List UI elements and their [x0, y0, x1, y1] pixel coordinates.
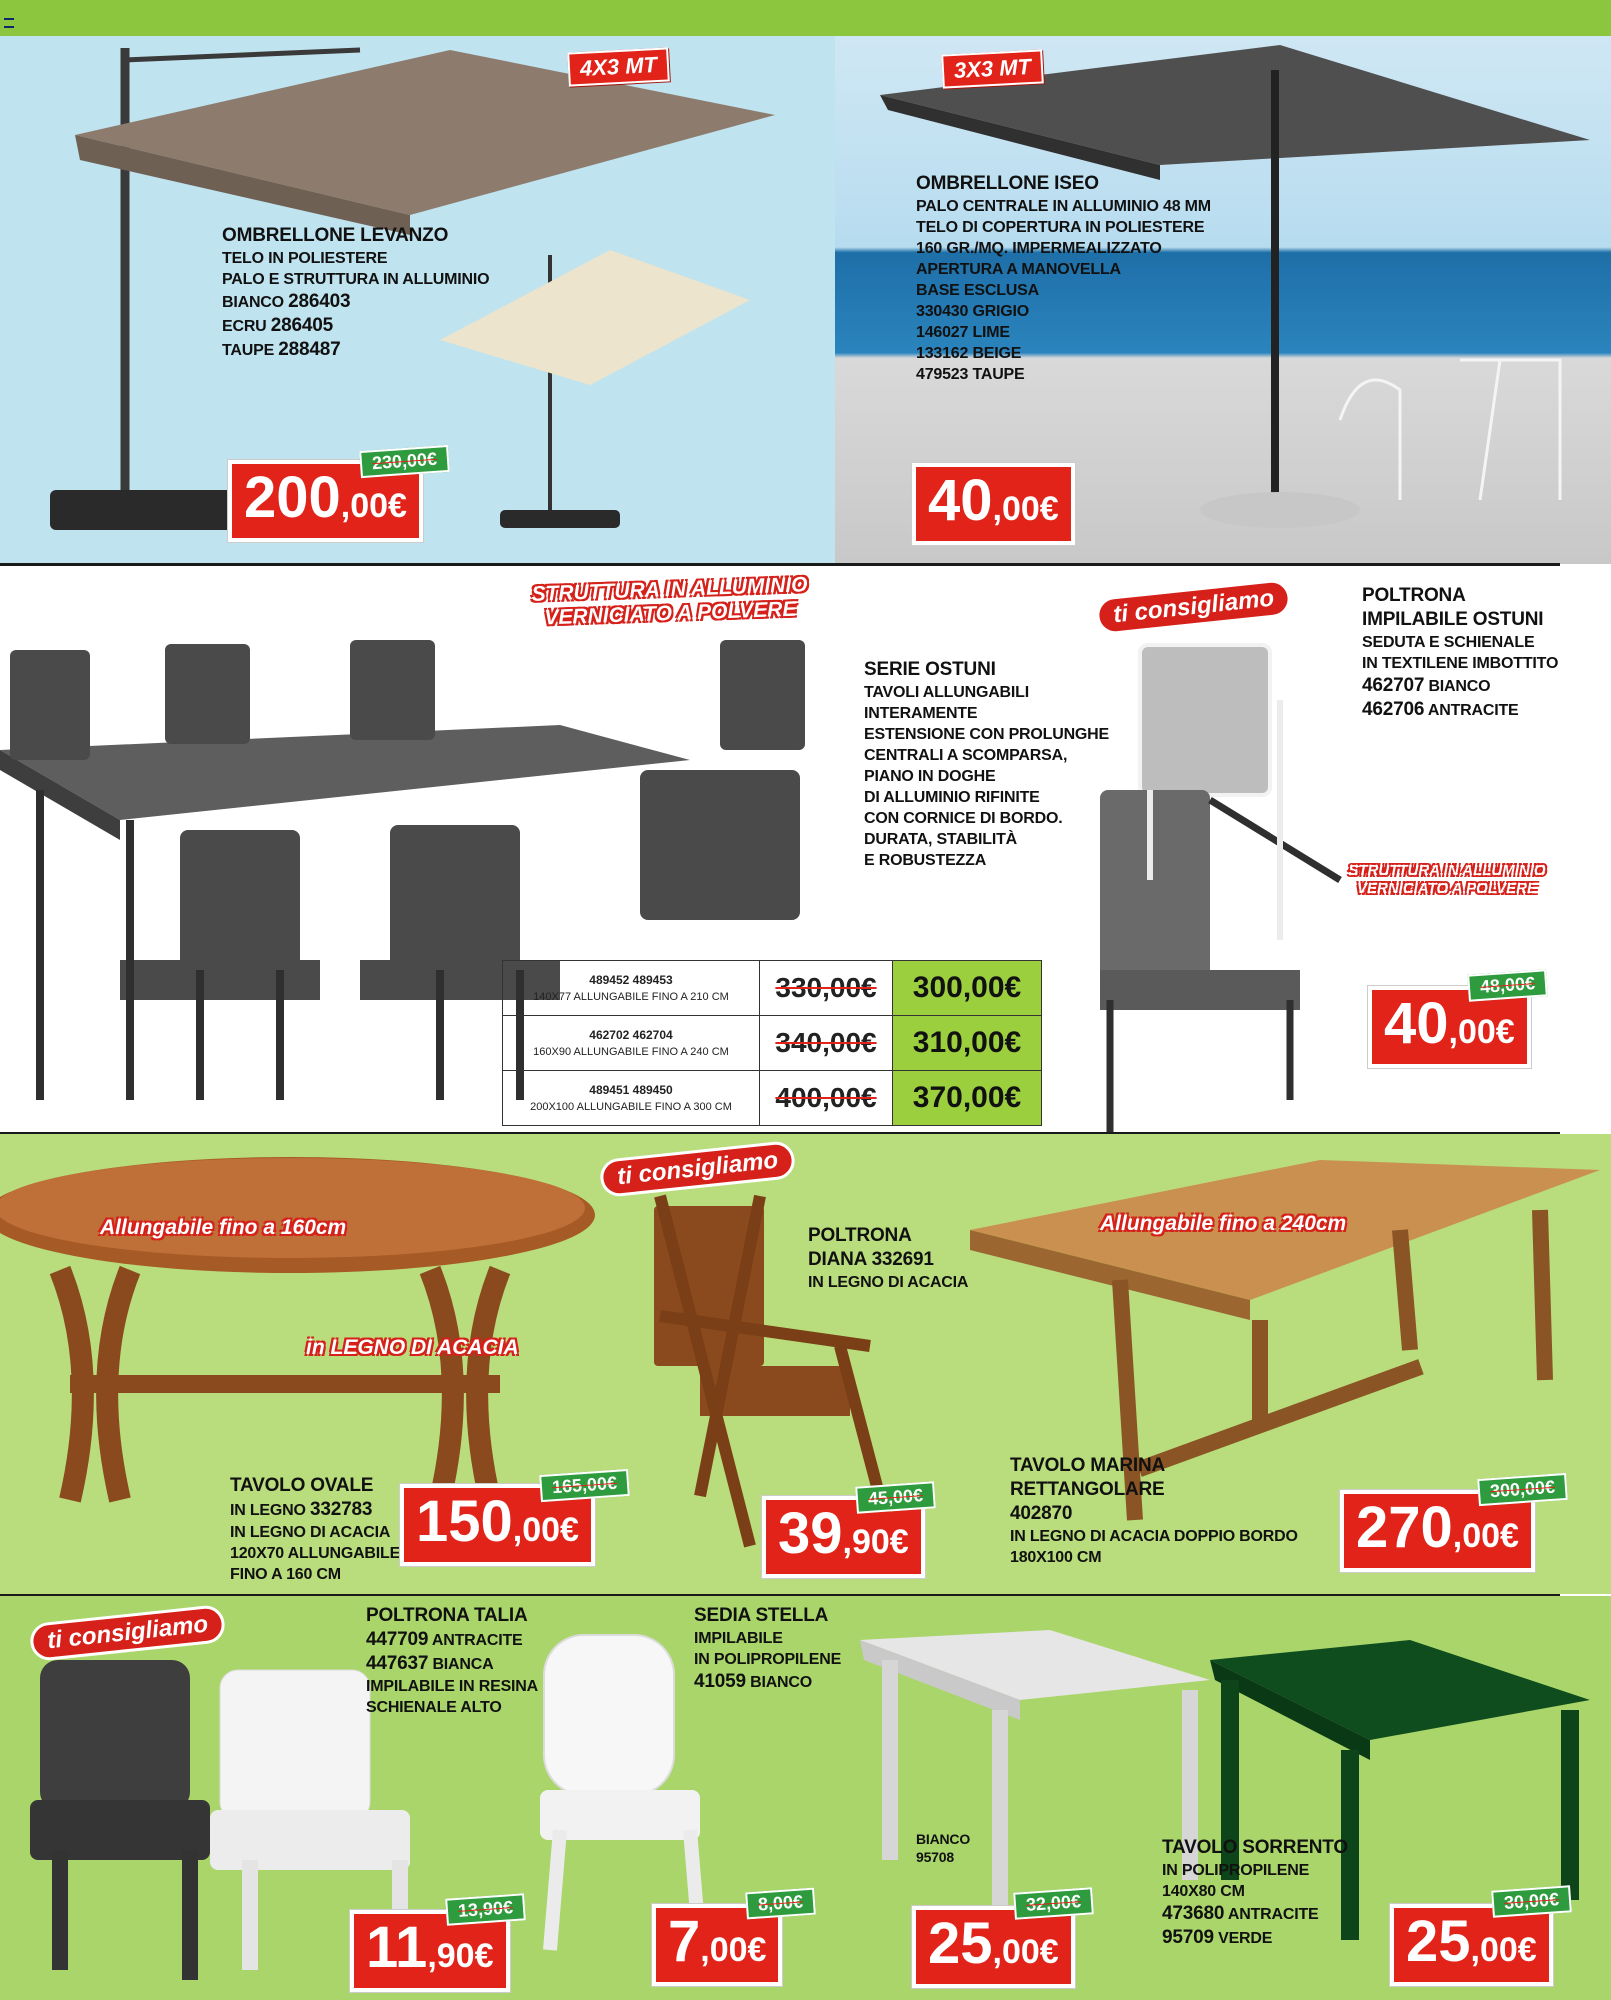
sorrento-title: TAVOLO SORRENTO	[1162, 1837, 1348, 1858]
bianco-code: 95708	[916, 1849, 954, 1865]
stella-line: IN POLIPROPILENE	[694, 1651, 842, 1668]
iseo-title: OMBRELLONE ISEO	[916, 173, 1099, 194]
reco-badge: ti consigliamo	[1095, 578, 1293, 636]
serie-line: E ROBUSTEZZA	[864, 852, 987, 869]
levanzo-line: PALO E STRUTTURA IN ALLUMINIO	[222, 271, 490, 288]
table-cell-desc: 462702 462704 160X90 ALLUNGABILE FINO A 240 CM	[503, 1016, 760, 1071]
levanzo-variant: TAUPE 288487	[222, 339, 341, 360]
serie-line: TAVOLI ALLUNGABILI	[864, 684, 1029, 701]
stella-price: 7,00€	[652, 1904, 782, 1986]
iseo-price: 40,00€	[912, 463, 1075, 545]
ovale-title: TAVOLO OVALE	[230, 1475, 374, 1496]
ovale-extension-tag: Allungabile fino a 160cm	[100, 1216, 347, 1239]
ovale-price: 150,00€	[400, 1484, 595, 1566]
iseo-variant: 330430 GRIGIO	[916, 303, 1030, 320]
serie-line: PIANO IN DOGHE	[864, 768, 996, 785]
bianco-table-info	[916, 1830, 1016, 1866]
stella-line: IMPILABILE	[694, 1630, 783, 1647]
levanzo-variant: ECRU 286405	[222, 315, 333, 336]
poltrona-variant: 462706 ANTRACITE	[1362, 699, 1519, 720]
iseo-info	[916, 172, 1246, 385]
talia-variant: 447709 ANTRACITE	[366, 1629, 523, 1650]
poltrona-ostuni-price: 40,00€	[1368, 986, 1531, 1068]
serie-line: DI ALLUMINIO RIFINITE	[864, 789, 1040, 806]
bianco-label: BIANCO	[916, 1831, 971, 1847]
levanzo-price: 200,00€	[228, 460, 423, 542]
levanzo-old-price: 230,00€	[359, 445, 450, 478]
sorrento-line: IN POLIPROPILENE	[1162, 1862, 1310, 1879]
levanzo-variant: BIANCO 286403	[222, 291, 351, 312]
stella-variant: 41059 BIANCO	[694, 1671, 813, 1692]
table-cell-old: 330,00€	[760, 961, 893, 1016]
ostuni-price-table	[502, 960, 1042, 1126]
table-cell-new: 370,00€	[893, 1071, 1042, 1126]
serie-line: CON CORNICE DI BORDO.	[864, 810, 1063, 827]
table-cell-old: 340,00€	[760, 1016, 893, 1071]
bianco-table-old-price: 32,00€	[1013, 1887, 1094, 1919]
talia-line: IMPILABILE IN RESINA	[366, 1678, 539, 1695]
sorrento-price: 25,00€	[1390, 1904, 1553, 1986]
table-row	[503, 961, 1042, 1016]
diana-title: POLTRONA	[808, 1225, 912, 1246]
table-cell-desc: 489451 489450 200X100 ALLUNGABILE FINO A 300 CM	[503, 1071, 760, 1126]
talia-title: POLTRONA TALIA	[366, 1605, 528, 1626]
ovale-old-price: 165,00€	[539, 1469, 630, 1502]
levanzo-info	[222, 224, 522, 362]
struttura-tag: STRUTTURA IN ALLUMINIO VERNICIATO A POLVERE	[531, 573, 808, 630]
table-row	[503, 1016, 1042, 1071]
poltrona-variant: 462707 BIANCO	[1362, 675, 1491, 696]
iseo-variant: 479523 TAUPE	[916, 366, 1025, 383]
levanzo-size-tag: 4X3 MT	[567, 47, 670, 86]
tavolo-marina-info	[1010, 1454, 1310, 1568]
acacia-tag: in LEGNO DI ACACIA	[306, 1336, 519, 1359]
stella-old-price: 8,00€	[745, 1888, 816, 1920]
ovale-line: IN LEGNO DI ACACIA	[230, 1524, 391, 1541]
marina-code: 402870	[1010, 1503, 1073, 1524]
poltrona-line: SEDUTA E SCHIENALE	[1362, 634, 1535, 651]
table-cell-old: 400,00€	[760, 1071, 893, 1126]
iseo-line: PALO CENTRALE IN ALLUMINIO 48 MM	[916, 198, 1211, 215]
serie-line: CENTRALI A SCOMPARSA,	[864, 747, 1068, 764]
table-row	[503, 1071, 1042, 1126]
poltrona-line: IN TEXTILENE IMBOTTITO	[1362, 655, 1559, 672]
levanzo-line: TELO IN POLIESTERE	[222, 250, 388, 267]
marina-old-price: 300,00€	[1477, 1473, 1568, 1506]
iseo-line: 160 GR./MQ. IMPERMEALIZZATO	[916, 240, 1162, 257]
iseo-line: APERTURA A MANOVELLA	[916, 261, 1121, 278]
table-cell-desc: 489452 489453 140X77 ALLUNGABILE FINO A 210 CM	[503, 961, 760, 1016]
iseo-variant: 146027 LIME	[916, 324, 1010, 341]
diana-price: 39,90€	[762, 1496, 925, 1578]
tavolo-sorrento-info	[1162, 1836, 1382, 1950]
marina-line: IN LEGNO DI ACACIA DOPPIO BORDO	[1010, 1528, 1298, 1545]
reco-badge: ti consigliamo	[29, 1604, 227, 1662]
serie-title: SERIE OSTUNI	[864, 659, 996, 680]
menu-mark	[4, 18, 14, 28]
poltrona-title: IMPILABILE OSTUNI	[1362, 609, 1544, 630]
sorrento-line: 140X80 CM	[1162, 1883, 1245, 1900]
serie-line: ESTENSIONE CON PROLUNGHE	[864, 726, 1110, 743]
ovale-line: 120X70 ALLUNGABILE	[230, 1545, 401, 1562]
iseo-line: TELO DI COPERTURA IN POLIESTERE	[916, 219, 1205, 236]
ovale-line: IN LEGNO 332783	[230, 1499, 373, 1520]
diana-title2: DIANA 332691	[808, 1249, 934, 1270]
iseo-variant: 133162 BEIGE	[916, 345, 1022, 362]
marina-title: RETTANGOLARE	[1010, 1479, 1165, 1500]
serie-line: DURATA, STABILITÀ	[864, 831, 1018, 848]
ovale-line: FINO A 160 CM	[230, 1566, 341, 1583]
diana-old-price: 45,00€	[855, 1481, 936, 1513]
marina-title: TAVOLO MARINA	[1010, 1455, 1166, 1476]
iseo-size-tag: 3X3 MT	[941, 49, 1044, 88]
poltrona-title: POLTRONA	[1362, 585, 1466, 606]
poltrona-ostuni-image	[1090, 640, 1350, 1140]
table-cell-new: 310,00€	[893, 1016, 1042, 1071]
iseo-line: BASE ESCLUSA	[916, 282, 1039, 299]
talia-variant: 447637 BIANCA	[366, 1653, 494, 1674]
diana-line: IN LEGNO DI ACACIA	[808, 1274, 969, 1291]
sorrento-variant: 95709 VERDE	[1162, 1927, 1273, 1948]
poltrona-ostuni-info	[1362, 584, 1602, 722]
serie-line: INTERAMENTE	[864, 705, 978, 722]
bianco-table-price: 25,00€	[912, 1906, 1075, 1988]
table-cell-new: 300,00€	[893, 961, 1042, 1016]
top-bar	[0, 0, 1611, 36]
talia-old-price: 13,90€	[445, 1893, 526, 1925]
stella-title: SEDIA STELLA	[694, 1605, 829, 1626]
marina-extension-tag: Allungabile fino a 240cm	[1100, 1212, 1347, 1235]
talia-price: 11,90€	[350, 1910, 510, 1992]
levanzo-title: OMBRELLONE LEVANZO	[222, 225, 449, 246]
reco-badge: ti consigliamo	[599, 1140, 797, 1198]
sorrento-old-price: 30,00€	[1491, 1885, 1572, 1917]
talia-line: SCHIENALE ALTO	[366, 1699, 502, 1716]
sorrento-variant: 473680 ANTRACITE	[1162, 1903, 1319, 1924]
serie-ostuni-info	[864, 658, 1124, 871]
marina-price: 270,00€	[1340, 1490, 1535, 1572]
poltrona-ostuni-old-price: 48,00€	[1467, 969, 1548, 1001]
poltrona-struttura-tag: STRUTTURA IN ALLUMINIO VERNICIATO A POLVERE	[1348, 862, 1546, 897]
marina-line: 180X100 CM	[1010, 1549, 1102, 1566]
